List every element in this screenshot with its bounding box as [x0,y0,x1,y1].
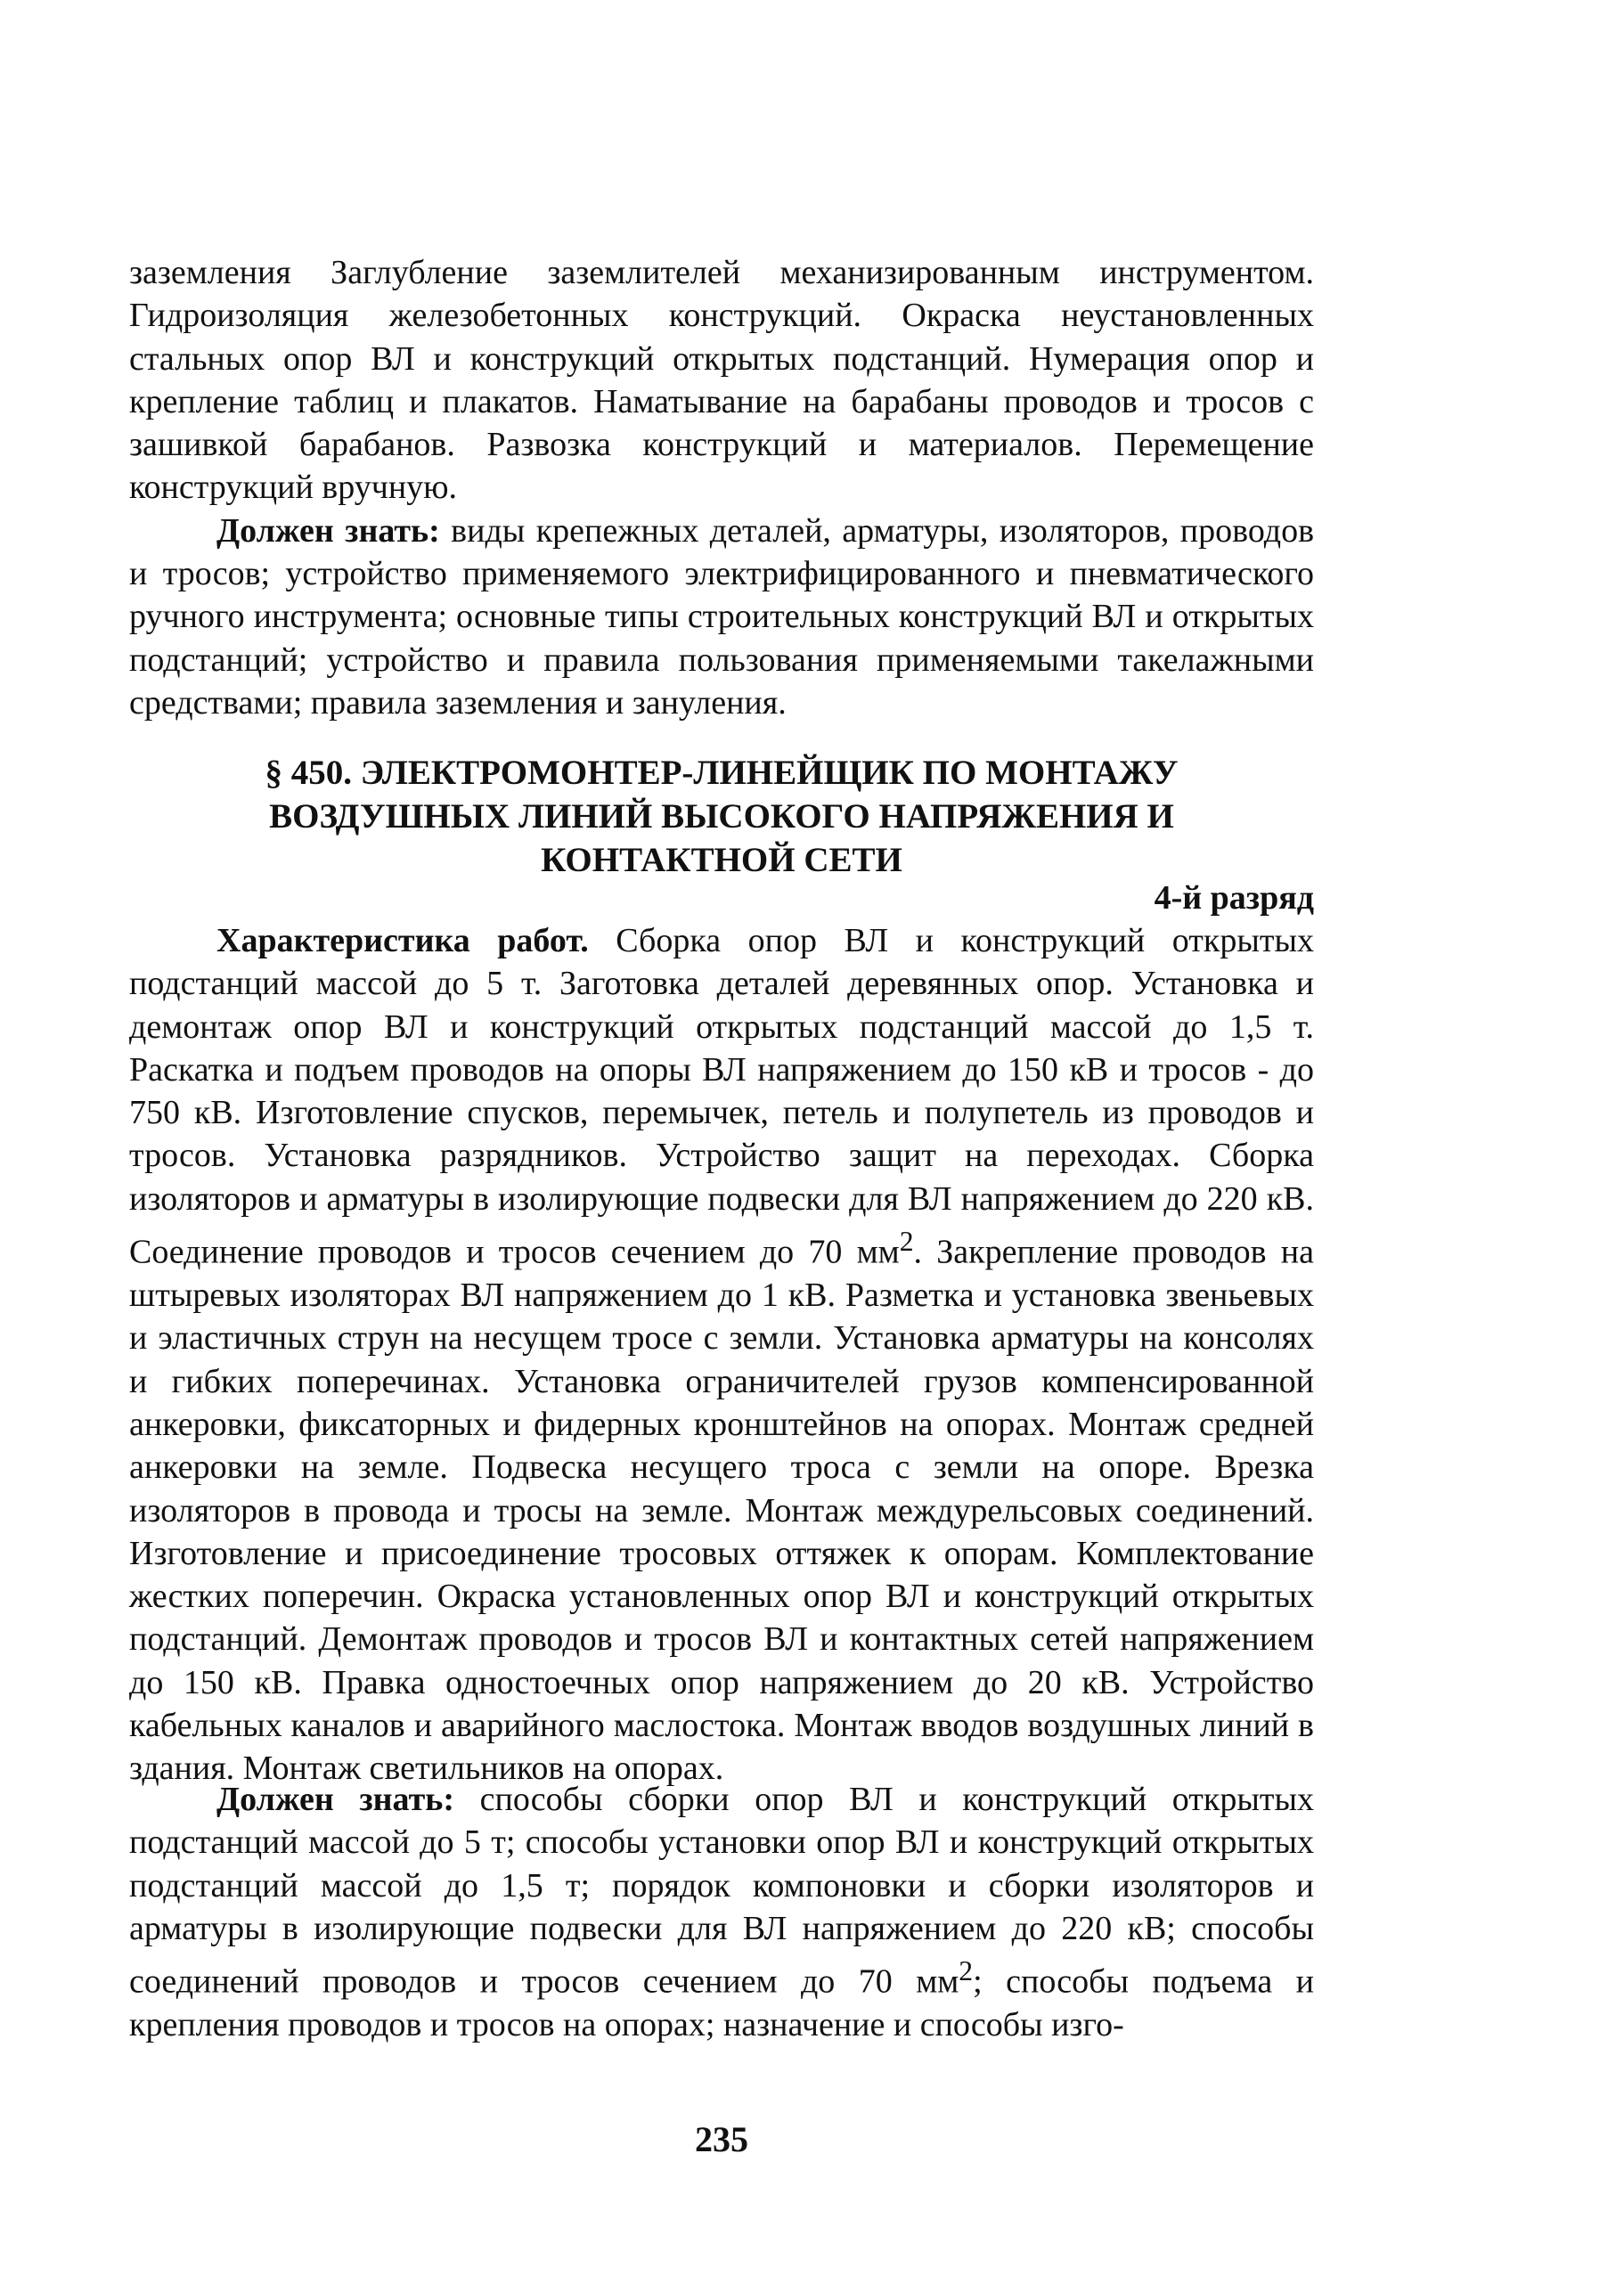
continued-paragraph [129,251,1314,510]
section-heading-line: § 450. ЭЛЕКТРОМОНТЕР-ЛИНЕЙЩИК ПО МОНТАЖУ [265,754,1179,792]
must-know-label: Должен знать: [216,1781,454,1818]
must-know-text-continued: ; способы подъема и крепления проводов и тросов на опорах; назначение и способы изго- [129,1962,1314,2044]
must-know-text: способы сборки опор ВЛ и конструкций открытых подстанций массой до 5 т; способы установки опор ВЛ и конструкций открытых подстанций массой до 1,5 т; порядок компоновки и сборки изоляторов и арматуры в изолирующие подвески для ВЛ напряжением до 220 кВ; способы соединений проводов и тросов сечением до 70 мм [129,1781,1315,2001]
must-know-paragraph [129,1778,1314,2046]
rank-label: 4-й разряд [1154,879,1314,917]
continued-text-block [129,251,1314,724]
work-characteristics-paragraph [129,919,1314,1790]
work-characteristics-label: Характеристика работ. [216,922,589,959]
work-characteristics-text-continued: . Закрепление проводов на штыревых изоляторах ВЛ напряжением до 1 кВ. Разметка и установка звеньевых и эластичных струн на несущем тросе с земли. Установка арматуры на консолях и гибких поперечинах. Установка ограничителей грузов компенсированной анкеровки, фиксаторных и фидерных кронштейнов на опорах. Монтаж средней анкеровки на земле. Подвеска несущего троса с земли на опоре. Врезка изоляторов в провода и тросы на земле. Монтаж междурельсовых соединений. Изготовление и присоединение тросовых оттяжек к опорам. Комплектование жестких поперечин. Окраска установленных опор ВЛ и конструкций открытых подстанций. Демонтаж проводов и тросов ВЛ и контактных сетей напряжением до 150 кВ. Правка одностоечных опор напряжением до 20 кВ. Устройство кабельных каналов и аварийного маслостока. Монтаж вводов воздушных линий в здания. Монтаж светильников на опорах. [129,1233,1314,1788]
section-heading-line: ВОЗДУШНЫХ ЛИНИЙ ВЫСОКОГО НАПРЯЖЕНИЯ И [269,797,1174,836]
superscript-2: 2 [959,1955,974,1987]
section-heading-line: КОНТАКТНОЙ СЕТИ [541,841,902,879]
know-paragraph-previous-rank [129,510,1314,724]
work-characteristics-text: Сборка опор ВЛ и конструкций открытых подстанций массой до 5 т. Заготовка деталей деревянных опор. Установка и демонтаж опор ВЛ и конструкций открытых подстанций массой до 1,5 т. Раскатка и подъем проводов на опоры ВЛ напряжением до 150 кВ и тросов - до 750 кВ. Изготовление спусков, перемычек, петель и полупетель из проводов и тросов. Установка разрядников. Устройство защит на переходах. Сборка изоляторов и арматуры в изолирующие подвески для ВЛ напряжением до 220 кВ. Соединение проводов и тросов сечением до 70 мм [129,922,1315,1271]
know-text: виды крепежных деталей, арматуры, изоляторов, проводов и тросов; устройство применяемого электрифицированного и пневматического ручного инструмента; основные типы строительных конструкций ВЛ и открытых подстанций; устройство и правила пользования применяемыми такелажными средствами; правила заземления и зануления. [129,511,1315,722]
superscript-2: 2 [899,1226,914,1258]
work-characteristics-block [129,919,1314,1790]
must-know-block [129,1778,1314,2046]
continued-paragraph-text: заземления Заглубление заземлителей механизированным инструментом. Гидроизоляция железобетонных конструкций. Окраска неустановленных стальных опор ВЛ и конструкций открытых подстанций. Нумерация опор и крепление таблиц и плакатов. Наматывание на барабаны проводов и тросов с зашивкой барабанов. Развозка конструкций и материалов. Перемещение конструкций вручную. [129,254,1314,507]
know-label: Должен знать: [216,511,440,550]
section-heading [129,751,1314,882]
page-number: 235 [695,2119,748,2159]
